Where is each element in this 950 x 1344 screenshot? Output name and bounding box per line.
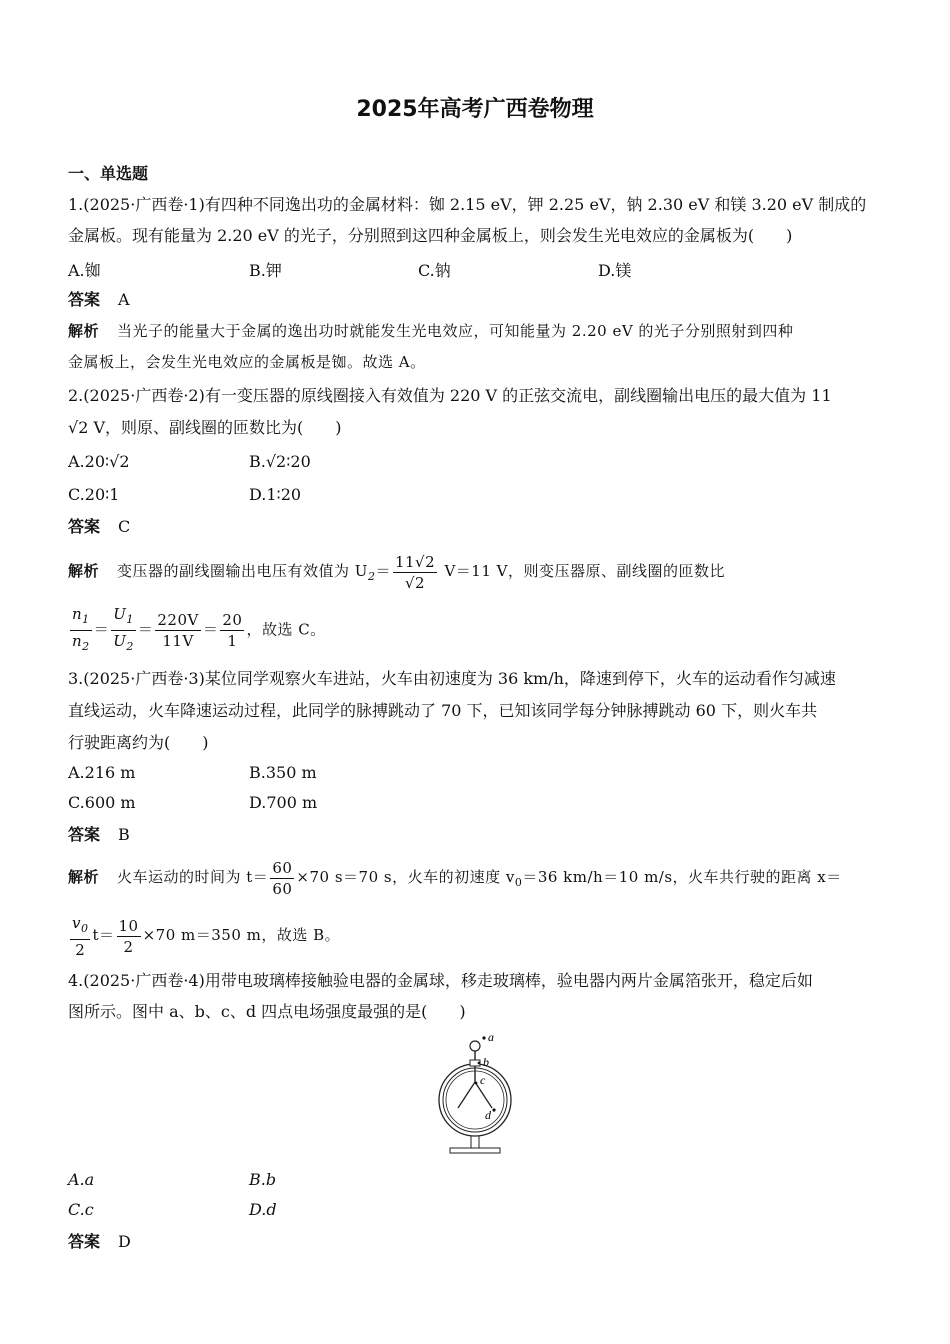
fraction-11root2-over-root2 (393, 552, 437, 593)
denominator: U (113, 632, 127, 650)
point-c (475, 1082, 478, 1085)
fraction-u1-over-u2 (111, 604, 136, 657)
fraction-10-over-2 (117, 916, 141, 957)
q2-analysis-tail: ，故选 C。 (246, 620, 326, 639)
answer-value: D (118, 1232, 131, 1251)
subscript: 2 (82, 640, 90, 653)
q3-analysis-text3: ＝36 km/h＝10 m/s，火车共行驶的距离 x＝ (522, 868, 842, 886)
denominator: 1 (227, 632, 238, 650)
answer-value: B (118, 825, 130, 844)
q2-option-a: A.20∶√2 (68, 452, 130, 471)
subscript: 1 (82, 613, 90, 626)
point-b (478, 1062, 481, 1065)
analysis-label: 解析 (68, 562, 100, 580)
q1-option-d: D.镁 (598, 261, 632, 280)
numerator: 10 (118, 916, 139, 935)
q1-option-a: A.铷 (68, 261, 101, 280)
q1-answer (68, 289, 130, 311)
answer-value: C (118, 517, 131, 536)
numerator: v (72, 913, 81, 932)
q3-option-d: D.700 m (249, 793, 318, 812)
q4-answer (68, 1231, 131, 1253)
q2-answer (68, 516, 130, 538)
answer-value: A (118, 290, 130, 309)
fraction-v0-over-2 (70, 913, 90, 960)
q3-option-c: C.600 m (68, 793, 136, 812)
q3-analysis-text: 火车运动的时间为 t＝ (117, 868, 269, 886)
q4-option-c: C.c (68, 1200, 94, 1219)
q2-analysis-text2: V＝11 V，则变压器原、副线圈的匝数比 (444, 562, 725, 580)
q1-stem-line2: 金属板。现有能量为 2.20 eV 的光子，分别照到这四种金属板上，则会发生光电效应的金属板为( ) (68, 226, 793, 245)
q1-option-c: C.钠 (418, 261, 451, 280)
analysis-label: 解析 (68, 868, 100, 886)
base (450, 1148, 500, 1153)
label-d: d (485, 1108, 491, 1122)
q4-option-d: D.d (249, 1200, 277, 1219)
subscript: 0 (514, 876, 523, 889)
denominator: 60 (272, 879, 293, 898)
fraction-numerator: 11√2 (394, 552, 436, 571)
q3-stem-line2: 直线运动，火车降速运动过程，此同学的脉搏跳动了 70 下，已知该同学每分钟脉搏跳动 60 下，则火车共 (68, 701, 818, 720)
q4-stem-line1: 4.(2025·广西卷·4)用带电玻璃棒接触验电器的金属球，移走玻璃棒，验电器内两片金属箔张开，稳定后如 (68, 971, 813, 990)
q3-option-b: B.350 m (249, 763, 317, 782)
point-d (492, 1108, 495, 1111)
answer-label: 答案 (68, 517, 101, 536)
denominator: 11V (162, 632, 194, 650)
fraction-20-over-1 (220, 610, 244, 651)
subscript: 2 (367, 570, 376, 583)
numerator: 220V (157, 611, 199, 629)
equals: ＝ (375, 562, 391, 580)
q2-stem-line2: √2 V，则原、副线圈的匝数比为( ) (68, 418, 342, 437)
denominator: 2 (123, 937, 134, 956)
q1-stem-line1: 1.(2025·广西卷·1)有四种不同逸出功的金属材料：铷 2.15 eV，钾 2.25 eV，钠 2.30 eV 和镁 3.20 eV 制成的 (68, 195, 867, 214)
electroscope-figure (430, 1030, 540, 1160)
q3-stem-line1: 3.(2025·广西卷·3)某位同学观察火车进站，火车由初速度为 36 km/h，降速到停下，火车的运动看作匀减速 (68, 669, 836, 688)
q2-option-b: B.√2∶20 (249, 452, 311, 471)
q4-option-a: A.a (68, 1170, 95, 1189)
q2-analysis-line1 (68, 548, 725, 600)
page-title: 2025年高考广西卷物理 (356, 97, 594, 122)
q1-option-b: B.钾 (249, 261, 282, 280)
numerator: 20 (222, 611, 243, 629)
subscript: 2 (126, 640, 134, 653)
analysis-label: 解析 (68, 322, 100, 340)
numerator: 60 (272, 858, 293, 877)
q3-answer (68, 824, 130, 846)
q3-analysis-text2: ×70 s＝70 s，火车的初速度 v (296, 868, 515, 886)
numerator: U (113, 605, 127, 623)
label-b: b (483, 1055, 489, 1069)
metal-leaf-left (458, 1082, 475, 1108)
metal-ball (470, 1041, 480, 1051)
numerator: n (72, 605, 83, 623)
label-a: a (488, 1030, 494, 1044)
subscript: 0 (80, 921, 89, 935)
fraction-n1-over-n2 (70, 604, 92, 657)
q2-analysis-line2: $\frac{n_1}{n_2}$ ＝ $\frac{U_1}{U_2}$ ＝ $\frac{220V}{11V}$ ＝ $\frac{20}{1}$ ，故选 C。 (68, 604, 326, 657)
q3-analysis-mid: t＝ (92, 926, 115, 944)
answer-label: 答案 (68, 290, 101, 309)
q1-analysis-line2: 金属板上，会发生光电效应的金属板是铷。故选 A。 (68, 353, 426, 371)
section-heading: 一、单选题 (68, 164, 149, 183)
answer-label: 答案 (68, 1232, 101, 1251)
label-c: c (480, 1073, 486, 1087)
answer-label: 答案 (68, 825, 101, 844)
q1-analysis-text1: 当光子的能量大于金属的逸出功时就能发生光电效应，可知能量为 2.20 eV 的光子分别照射到四种 (117, 322, 794, 340)
q2-option-d: D.1∶20 (249, 485, 302, 504)
fraction-60-over-60 (270, 858, 294, 899)
point-a (482, 1036, 485, 1039)
fraction-220v-over-11v (155, 610, 200, 651)
q4-option-b: B.b (249, 1170, 277, 1189)
q3-analysis-line1 (68, 854, 842, 906)
q2-stem-line1: 2.(2025·广西卷·2)有一变压器的原线圈接入有效值为 220 V 的正弦交流电，副线圈输出电压的最大值为 11 (68, 386, 832, 405)
q4-stem-line2: 图所示。图中 a、b、c、d 四点电场强度最强的是( ) (68, 1002, 466, 1021)
denominator: n (72, 632, 83, 650)
q3-analysis-line2 (68, 912, 340, 960)
subscript: 1 (126, 613, 134, 626)
q2-analysis-text: 变压器的副线圈输出电压有效值为 U (117, 562, 368, 580)
q1-analysis-line1 (68, 320, 793, 342)
fraction-denominator: √2 (405, 573, 426, 592)
q3-stem-line3: 行驶距离约为( ) (68, 733, 209, 752)
denominator: 2 (75, 940, 86, 959)
q3-option-a: A.216 m (68, 763, 136, 782)
q3-analysis-tail: ×70 m＝350 m，故选 B。 (142, 926, 341, 944)
q2-option-c: C.20∶1 (68, 485, 120, 504)
